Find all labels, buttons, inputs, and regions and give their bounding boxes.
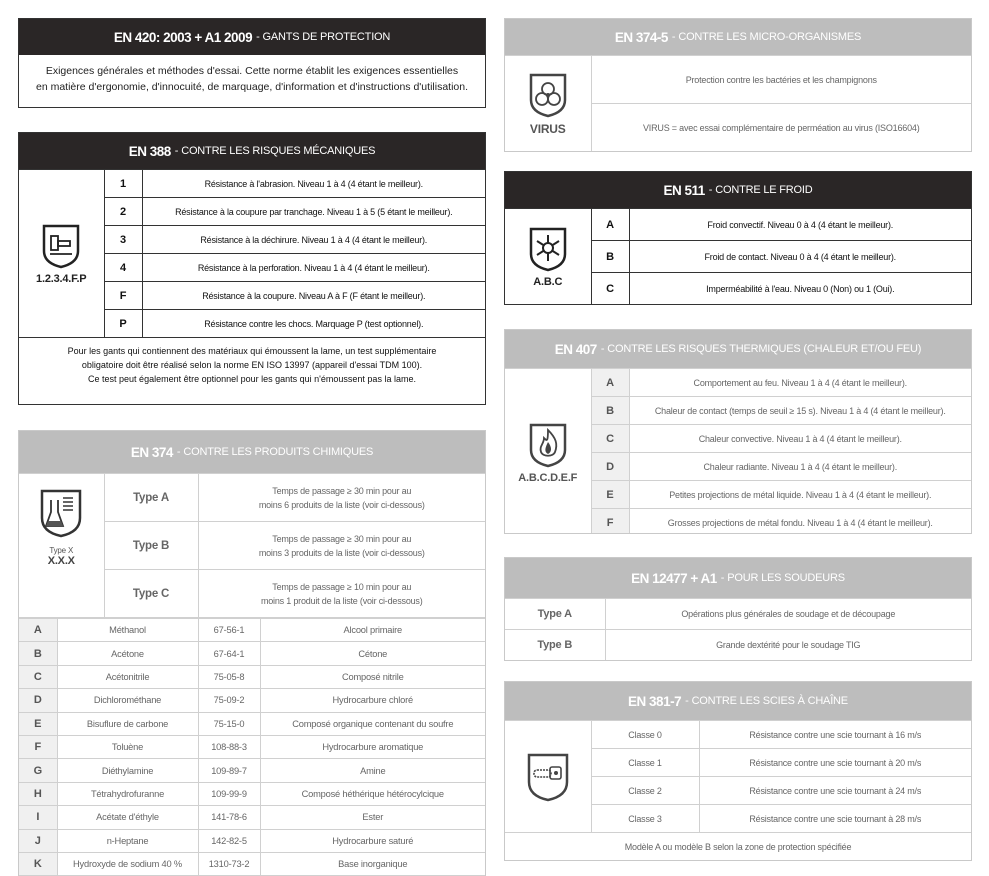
en374-title: CONTRE LES PRODUITS CHIMIQUES <box>183 446 374 458</box>
en374-code: EN 374 <box>130 444 173 460</box>
en12477-row-code: Type B <box>505 630 605 661</box>
en3817-table <box>505 720 971 861</box>
en3817-header <box>505 682 971 720</box>
table-row <box>505 630 971 661</box>
en3817-row-desc: Résistance contre une scie tournant à 28 m/s <box>699 805 971 833</box>
en407-row-code: E <box>591 481 629 509</box>
table-row <box>505 721 971 749</box>
chem-class: Ester <box>260 806 485 829</box>
chem-name: Tétrahydrofuranne <box>57 782 198 805</box>
table-row <box>19 665 485 688</box>
table-row <box>19 806 485 829</box>
chem-name: Toluène <box>57 735 198 758</box>
en388-note-line2: obligatoire doit être réalisé selon la norme EN ISO 13997 (appareil d'essai TDM 100). <box>81 360 423 370</box>
en420-card <box>18 18 486 108</box>
en420-title: GANTS DE PROTECTION <box>262 31 391 43</box>
chem-cas: 1310-73-2 <box>198 852 260 875</box>
en388-note-line3: Ce test peut également être optionnel pour les gants qui n'émoussent pas la lame. <box>88 374 416 384</box>
biohazard-shield-icon <box>528 72 568 118</box>
en374-type-desc-line1: Temps de passage ≥ 30 min pour au <box>272 485 412 496</box>
en12477-card <box>504 557 972 661</box>
chem-code: I <box>19 806 57 829</box>
en388-row-desc: Résistance à l'abrasion. Niveau 1 à 4 (4 étant le meilleur). <box>142 170 485 198</box>
en374-type-label: Type B <box>104 522 198 570</box>
en388-code: EN 388 <box>128 143 171 159</box>
en3817-note: Modèle A ou modèle B selon la zone de protection spécifiée <box>505 833 971 861</box>
en374-type-desc-line1: Temps de passage ≥ 30 min pour au <box>272 533 412 544</box>
chem-name: Acétate d'éthyle <box>57 806 198 829</box>
en511-card <box>504 171 972 305</box>
chem-class: Alcool primaire <box>260 619 485 642</box>
en374-icon-label: X.X.X <box>47 555 75 567</box>
chem-name: Bisuflure de carbone <box>57 712 198 735</box>
en3817-row-desc: Résistance contre une scie tournant à 20 m/s <box>699 749 971 777</box>
en3817-row-desc: Résistance contre une scie tournant à 16 m/s <box>699 721 971 749</box>
en420-header <box>19 19 485 55</box>
chem-name: Dichlorométhane <box>57 689 198 712</box>
en388-title: CONTRE LES RISQUES MÉCANIQUES <box>181 145 376 157</box>
en374-type-desc-line2: moins 6 produits de la liste (voir ci-dessous) <box>258 499 425 510</box>
en388-row-code: P <box>104 310 142 338</box>
en374-sep: - <box>176 446 181 458</box>
chem-code: H <box>19 782 57 805</box>
en3745-table <box>505 55 971 152</box>
chemical-flask-shield-icon <box>39 488 83 538</box>
en374-type-desc <box>198 522 485 570</box>
en12477-row-desc: Grande dextérité pour le soudage TIG <box>605 630 971 661</box>
chem-class: Cétone <box>260 642 485 665</box>
en388-sep: - <box>174 145 179 157</box>
en388-row-code: 1 <box>104 170 142 198</box>
en511-sep: - <box>708 184 713 196</box>
chem-class: Hydrocarbure aromatique <box>260 735 485 758</box>
en3817-card <box>504 681 972 861</box>
chem-name: Diéthylamine <box>57 759 198 782</box>
en388-row-code: 3 <box>104 226 142 254</box>
chem-cas: 75-05-8 <box>198 665 260 688</box>
en12477-header <box>505 558 971 598</box>
en511-icon-label: A.B.C <box>533 275 563 288</box>
en407-row-desc: Chaleur convective. Niveau 1 à 4 (4 étant le meilleur). <box>629 425 971 453</box>
en388-card <box>18 132 486 405</box>
en3817-title: CONTRE LES SCIES À CHAÎNE <box>691 695 848 707</box>
en407-row-code: F <box>591 509 629 535</box>
en3817-row-desc: Résistance contre une scie tournant à 24 m/s <box>699 777 971 805</box>
en388-note <box>19 338 485 386</box>
en511-table <box>505 208 971 305</box>
table-row <box>19 759 485 782</box>
en407-row-code: B <box>591 397 629 425</box>
en374-card <box>18 430 486 876</box>
chem-class: Composé nitrile <box>260 665 485 688</box>
table-row <box>19 642 485 665</box>
en12477-sep: - <box>720 572 725 584</box>
chem-cas: 75-15-0 <box>198 712 260 735</box>
en407-row-code: C <box>591 425 629 453</box>
en388-row-desc: Résistance à la coupure par tranchage. Niveau 1 à 5 (5 étant le meilleur). <box>142 198 485 226</box>
en407-row-desc: Petites projections de métal liquide. Niveau 1 à 4 (4 étant le meilleur). <box>629 481 971 509</box>
table-row <box>505 209 971 241</box>
en511-row-desc: Froid convectif. Niveau 0 à 4 (4 étant le meilleur). <box>629 209 971 241</box>
chem-name: Acétone <box>57 642 198 665</box>
chem-code: C <box>19 665 57 688</box>
table-row <box>19 712 485 735</box>
en3745-title: CONTRE LES MICRO-ORGANISMES <box>678 31 862 43</box>
en511-row-code: B <box>591 241 629 273</box>
en374-types-table <box>19 473 485 618</box>
en407-header <box>505 330 971 368</box>
en388-row-code: 4 <box>104 254 142 282</box>
en407-table <box>505 368 971 534</box>
en374-type-label: Type A <box>104 474 198 522</box>
table-row <box>505 599 971 630</box>
en3817-row-class: Classe 0 <box>591 721 699 749</box>
chem-class: Composé organique contenant du soufre <box>260 712 485 735</box>
chem-cas: 109-99-9 <box>198 782 260 805</box>
en388-row-desc: Résistance à la perforation. Niveau 1 à 4 (4 étant le meilleur). <box>142 254 485 282</box>
chem-class: Hydrocarbure saturé <box>260 829 485 852</box>
en388-row-desc: Résistance à la déchirure. Niveau 1 à 4 (4 étant le meilleur). <box>142 226 485 254</box>
table-row <box>19 689 485 712</box>
snowflake-shield-icon <box>528 226 568 272</box>
en12477-table <box>505 598 971 661</box>
chem-cas: 67-64-1 <box>198 642 260 665</box>
en388-table <box>19 169 485 338</box>
en420-text-line1: Exigences générales et méthodes d'essai. Cette norme établit les exigences essentielles <box>45 65 459 77</box>
en407-code: EN 407 <box>554 341 597 357</box>
en12477-title: POUR LES SOUDEURS <box>727 572 845 584</box>
en374-icon-sublabel: Type X <box>49 546 74 555</box>
en388-icon-label: 1.2.3.4.F.P <box>36 272 87 285</box>
chem-cas: 75-09-2 <box>198 689 260 712</box>
en3817-code: EN 381-7 <box>628 693 682 709</box>
en420-code: EN 420: 2003 + A1 2009 <box>113 29 253 45</box>
chem-cas: 141-78-6 <box>198 806 260 829</box>
en511-row-desc: Froid de contact. Niveau 0 à 4 (4 étant le meilleur). <box>629 241 971 273</box>
chem-code: B <box>19 642 57 665</box>
chem-name: Méthanol <box>57 619 198 642</box>
chem-cas: 142-82-5 <box>198 829 260 852</box>
en511-title: CONTRE LE FROID <box>715 184 813 196</box>
en374-type-label: Type C <box>104 570 198 618</box>
table-row <box>19 735 485 758</box>
en511-icon-cell <box>505 209 591 305</box>
en420-text-line2: en matière d'ergonomie, d'innocuité, de marquage, d'information et d'instructions d'utilisation. <box>35 81 469 93</box>
chem-code: A <box>19 619 57 642</box>
en388-header <box>19 133 485 169</box>
table-row <box>19 170 485 198</box>
en3745-card <box>504 18 972 152</box>
en388-row-desc: Résistance contre les chocs. Marquage P (test optionnel). <box>142 310 485 338</box>
en407-row-code: A <box>591 369 629 397</box>
chem-code: G <box>19 759 57 782</box>
en374-chemicals-table <box>19 618 485 876</box>
en407-card <box>504 329 972 534</box>
en374-type-desc-line2: moins 1 produit de la liste (voir ci-dessous) <box>260 595 423 606</box>
en407-row-desc: Chaleur radiante. Niveau 1 à 4 (4 étant le meilleur). <box>629 453 971 481</box>
table-row <box>19 619 485 642</box>
en374-header <box>19 431 485 473</box>
en407-row-desc: Chaleur de contact (temps de seuil ≥ 15 s). Niveau 1 à 4 (4 étant le meilleur). <box>629 397 971 425</box>
en388-row-code: 2 <box>104 198 142 226</box>
en12477-row-code: Type A <box>505 599 605 630</box>
en3745-row-desc: Protection contre les bactéries et les champignons <box>591 56 971 104</box>
en3745-icon-cell <box>505 56 591 152</box>
en388-row-code: F <box>104 282 142 310</box>
en407-sep: - <box>600 343 605 355</box>
chem-class: Composé héthérique hétérocylcique <box>260 782 485 805</box>
en3745-row-desc: VIRUS = avec essai complémentaire de perméation au virus (ISO16604) <box>591 104 971 152</box>
en374-type-desc-line2: moins 3 produits de la liste (voir ci-dessous) <box>258 547 425 558</box>
en3745-code: EN 374-5 <box>614 29 668 45</box>
chem-code: F <box>19 735 57 758</box>
en3817-row-class: Classe 1 <box>591 749 699 777</box>
en3745-sep: - <box>671 31 676 43</box>
table-row <box>19 474 485 522</box>
chem-name: Hydroxyde de sodium 40 % <box>57 852 198 875</box>
chem-name: Acétonitrile <box>57 665 198 688</box>
flame-shield-icon <box>528 422 568 468</box>
en511-code: EN 511 <box>663 182 705 198</box>
en3817-icon-cell <box>505 721 591 833</box>
en388-icon-cell <box>19 170 104 338</box>
hammer-shield-icon <box>41 223 81 269</box>
en407-row-code: D <box>591 453 629 481</box>
en407-icon-label: A.B.C.D.E.F <box>518 471 578 484</box>
en3817-row-class: Classe 2 <box>591 777 699 805</box>
en388-row-desc: Résistance à la coupure. Niveau A à F (F étant le meilleur). <box>142 282 485 310</box>
en374-type-desc-line1: Temps de passage ≥ 10 min pour au <box>272 581 412 592</box>
chem-code: E <box>19 712 57 735</box>
table-row <box>19 829 485 852</box>
chainsaw-shield-icon <box>526 752 570 802</box>
en407-row-desc: Grosses projections de métal fondu. Niveau 1 à 4 (4 étant le meilleur). <box>629 509 971 535</box>
en511-row-code: C <box>591 273 629 305</box>
table-row <box>505 833 971 861</box>
en12477-code: EN 12477 + A1 <box>631 570 717 586</box>
chem-cas: 108-88-3 <box>198 735 260 758</box>
en420-description <box>19 55 485 103</box>
en374-icon-cell <box>19 474 104 618</box>
table-row <box>505 369 971 397</box>
table-row <box>19 782 485 805</box>
en3817-sep: - <box>685 695 689 707</box>
chem-class: Amine <box>260 759 485 782</box>
chem-class: Hydrocarbure chloré <box>260 689 485 712</box>
en374-type-desc <box>198 474 485 522</box>
chem-cas: 109-89-7 <box>198 759 260 782</box>
en3745-icon-label: VIRUS <box>529 121 566 136</box>
en374-type-desc <box>198 570 485 618</box>
en511-header <box>505 172 971 208</box>
en407-row-desc: Comportement au feu. Niveau 1 à 4 (4 étant le meilleur). <box>629 369 971 397</box>
table-row <box>505 56 971 104</box>
chem-cas: 67-56-1 <box>198 619 260 642</box>
en3745-header <box>505 19 971 55</box>
chem-code: D <box>19 689 57 712</box>
en407-title: CONTRE LES RISQUES THERMIQUES (CHALEUR ET/OU FEU) <box>607 343 922 355</box>
chem-class: Base inorganique <box>260 852 485 875</box>
en407-icon-cell <box>505 369 591 535</box>
table-row <box>19 852 485 875</box>
en511-row-desc: Imperméabilité à l'eau. Niveau 0 (Non) ou 1 (Oui). <box>629 273 971 305</box>
en12477-row-desc: Opérations plus générales de soudage et de découpage <box>605 599 971 630</box>
en420-sep: - <box>256 31 260 43</box>
chem-name: n-Heptane <box>57 829 198 852</box>
chem-code: K <box>19 852 57 875</box>
en388-note-line1: Pour les gants qui contiennent des matériaux qui émoussent la lame, un test supplémentaire <box>67 346 437 356</box>
chem-code: J <box>19 829 57 852</box>
en3817-row-class: Classe 3 <box>591 805 699 833</box>
en511-row-code: A <box>591 209 629 241</box>
